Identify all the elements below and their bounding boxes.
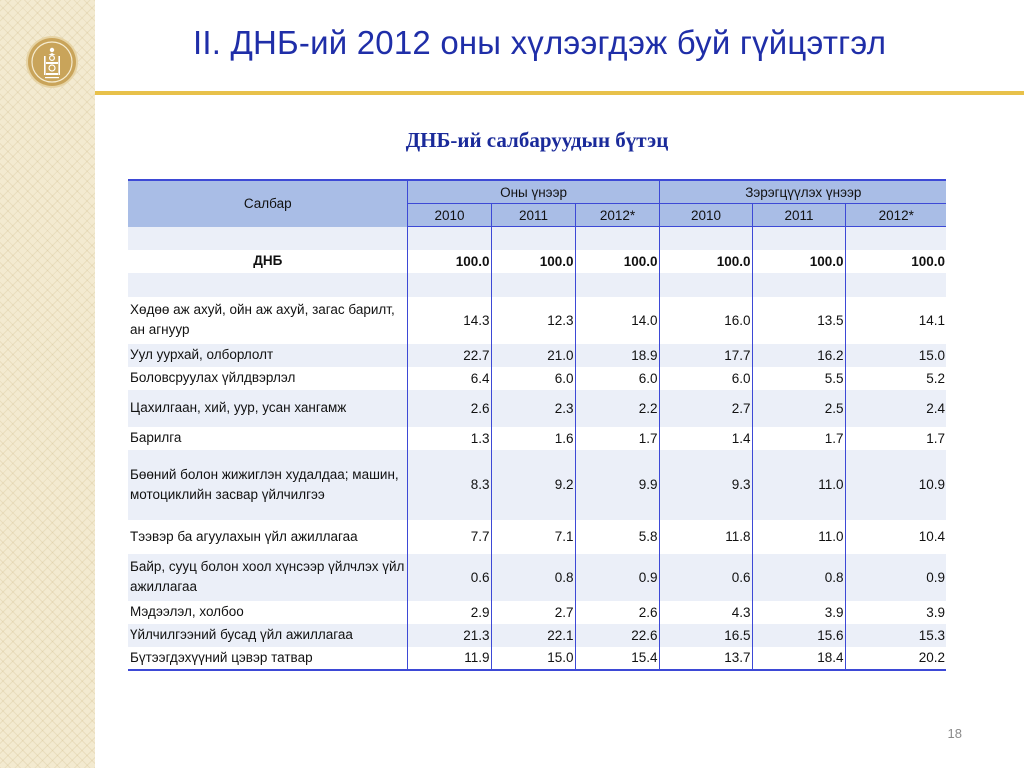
header-year: 2012* [845, 204, 946, 227]
cell-value: 4.3 [659, 601, 752, 624]
slide-title: II. ДНБ-ий 2012 оны хүлээгдэж буй гүйцэтгэл [193, 24, 887, 61]
cell-value: 0.8 [491, 554, 575, 601]
cell-value: 14.3 [407, 297, 491, 344]
table-row [128, 624, 946, 647]
cell-value: 16.0 [659, 297, 752, 344]
cell-value: 6.0 [491, 367, 575, 390]
table-row [128, 647, 946, 670]
cell-value: 9.9 [575, 450, 659, 520]
cell-value: 100.0 [575, 250, 659, 273]
cell-value: 100.0 [752, 250, 845, 273]
row-label: Тээвэр ба агуулахын үйл ажиллагаа [128, 520, 407, 554]
table-row [128, 554, 946, 601]
cell-value: 1.7 [845, 427, 946, 450]
cell-value: 1.3 [407, 427, 491, 450]
cell-value: 0.6 [407, 554, 491, 601]
table-header-row [128, 180, 946, 204]
cell-value: 7.1 [491, 520, 575, 554]
table-row [128, 601, 946, 624]
cell-value: 18.9 [575, 344, 659, 367]
row-label: ДНБ [128, 250, 407, 273]
cell-value: 100.0 [845, 250, 946, 273]
row-label: Уул уурхай, олборлолт [128, 344, 407, 367]
row-label: Байр, сууц болон хоол хүнсээр үйлчлэх үйл ажиллагаа [128, 554, 407, 601]
cell-value: 22.7 [407, 344, 491, 367]
cell-value: 21.0 [491, 344, 575, 367]
header-year: 2011 [491, 204, 575, 227]
row-label: Мэдээлэл, холбоо [128, 601, 407, 624]
cell-value: 1.7 [752, 427, 845, 450]
cell-value: 22.6 [575, 624, 659, 647]
row-label: Хөдөө аж ахуй, ойн аж ахуй, загас барилт, ан агнуур [128, 297, 407, 344]
spacer-row [128, 227, 946, 250]
header-year: 2011 [752, 204, 845, 227]
cell-value: 15.0 [491, 647, 575, 670]
cell-value: 9.3 [659, 450, 752, 520]
row-label: Боловсруулах үйлдвэрлэл [128, 367, 407, 390]
cell-value: 22.1 [491, 624, 575, 647]
table-row [128, 344, 946, 367]
table-row [128, 520, 946, 554]
cell-value: 15.3 [845, 624, 946, 647]
cell-value: 0.9 [845, 554, 946, 601]
cell-value: 5.8 [575, 520, 659, 554]
cell-value: 6.0 [659, 367, 752, 390]
cell-value: 15.0 [845, 344, 946, 367]
cell-value: 0.6 [659, 554, 752, 601]
cell-value: 10.4 [845, 520, 946, 554]
cell-value: 11.8 [659, 520, 752, 554]
cell-value: 100.0 [407, 250, 491, 273]
header-constant-prices: Зэрэгцүүлэх үнээр [659, 180, 946, 204]
cell-value: 9.2 [491, 450, 575, 520]
cell-value: 1.6 [491, 427, 575, 450]
cell-value: 20.2 [845, 647, 946, 670]
cell-value: 10.9 [845, 450, 946, 520]
cell-value: 2.7 [659, 390, 752, 427]
cell-value: 17.7 [659, 344, 752, 367]
cell-value: 15.6 [752, 624, 845, 647]
cell-value: 15.4 [575, 647, 659, 670]
table-row [128, 367, 946, 390]
cell-value: 3.9 [752, 601, 845, 624]
cell-value: 18.4 [752, 647, 845, 670]
cell-value: 100.0 [659, 250, 752, 273]
cell-value: 0.8 [752, 554, 845, 601]
cell-value: 6.0 [575, 367, 659, 390]
table-subtitle: ДНБ-ий салбаруудын бүтэц [405, 128, 669, 152]
cell-value: 13.7 [659, 647, 752, 670]
cell-value: 100.0 [491, 250, 575, 273]
cell-value: 2.7 [491, 601, 575, 624]
cell-value: 6.4 [407, 367, 491, 390]
table-row [128, 297, 946, 344]
row-label: Бүтээгдэхүүний цэвэр татвар [128, 647, 407, 670]
row-label: Бөөний болон жижиглэн худалдаа; машин, мотоциклийн засвар үйлчилгээ [128, 450, 407, 520]
row-label: Үйлчилгээний бусад үйл ажиллагаа [128, 624, 407, 647]
soyombo-emblem-icon [28, 38, 76, 86]
cell-value: 3.9 [845, 601, 946, 624]
cell-value: 11.9 [407, 647, 491, 670]
row-label: Барилга [128, 427, 407, 450]
cell-value: 12.3 [491, 297, 575, 344]
cell-value: 14.0 [575, 297, 659, 344]
cell-value: 5.2 [845, 367, 946, 390]
table-row [128, 390, 946, 427]
title-underline [95, 91, 1024, 95]
table-row [128, 427, 946, 450]
cell-value: 5.5 [752, 367, 845, 390]
cell-value: 2.4 [845, 390, 946, 427]
cell-value: 2.3 [491, 390, 575, 427]
cell-value: 11.0 [752, 520, 845, 554]
cell-value: 2.2 [575, 390, 659, 427]
cell-value: 1.4 [659, 427, 752, 450]
cell-value: 2.6 [407, 390, 491, 427]
table-row [128, 450, 946, 520]
cell-value: 16.5 [659, 624, 752, 647]
cell-value: 16.2 [752, 344, 845, 367]
cell-value: 11.0 [752, 450, 845, 520]
decorative-side-band [0, 0, 95, 768]
cell-value: 2.6 [575, 601, 659, 624]
cell-value: 2.9 [407, 601, 491, 624]
header-year: 2012* [575, 204, 659, 227]
cell-value: 14.1 [845, 297, 946, 344]
cell-value: 1.7 [575, 427, 659, 450]
header-sector: Салбар [128, 180, 407, 227]
spacer-row [128, 273, 946, 297]
row-label: Цахилгаан, хий, уур, усан хангамж [128, 390, 407, 427]
gdp-structure-table [128, 179, 946, 671]
header-year: 2010 [407, 204, 491, 227]
cell-value: 21.3 [407, 624, 491, 647]
table-row-gdp [128, 250, 946, 273]
cell-value: 2.5 [752, 390, 845, 427]
cell-value: 13.5 [752, 297, 845, 344]
cell-value: 7.7 [407, 520, 491, 554]
header-year: 2010 [659, 204, 752, 227]
header-current-prices: Оны үнээр [407, 180, 659, 204]
cell-value: 8.3 [407, 450, 491, 520]
cell-value: 0.9 [575, 554, 659, 601]
page-number: 18 [947, 726, 962, 741]
